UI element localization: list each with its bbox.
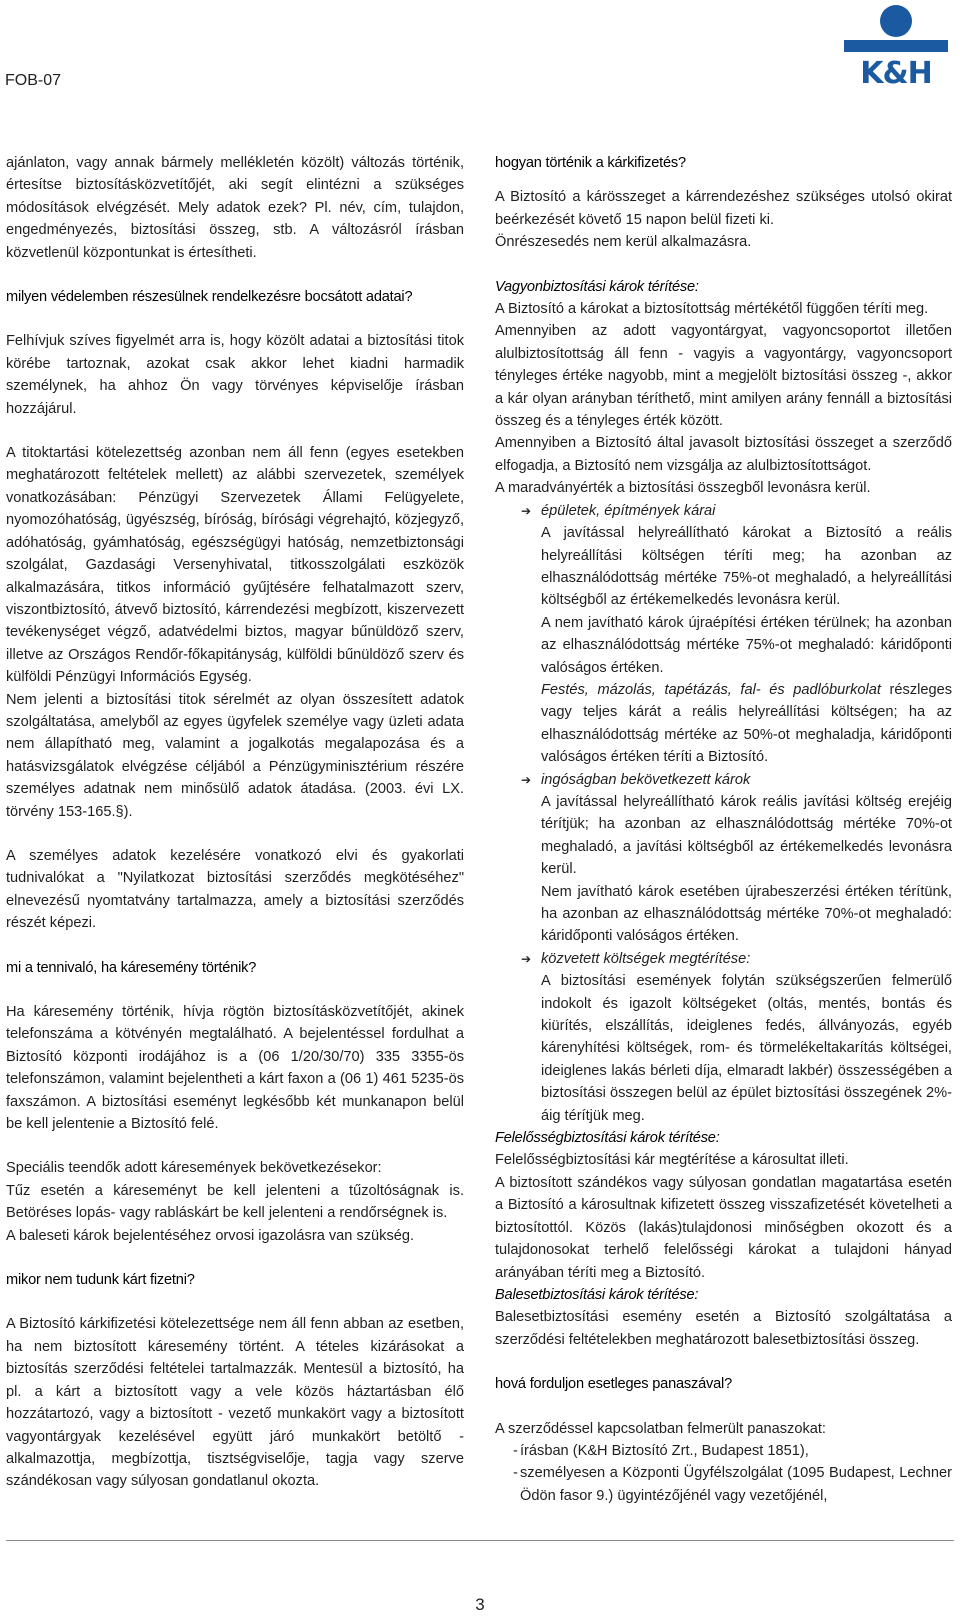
bullet-body <box>495 970 952 1127</box>
list-item: - írásban (K&H Biztosító Zrt., Budapest 1851), <box>513 1442 809 1459</box>
section-heading-data-protection: milyen védelemben részesülnek rendelkezésre bocsátott adatai? <box>6 289 413 306</box>
kh-logo-icon <box>844 4 948 56</box>
complaint-list <box>495 1440 952 1507</box>
kh-logo <box>844 4 948 91</box>
right-column <box>495 152 952 1507</box>
section-heading-complaints: hová forduljon esetleges panaszával? <box>495 1376 733 1393</box>
bullet-title: ingóságban bekövetkezett károk <box>541 771 751 788</box>
paragraph: Speciális teendők adott káresemények bekövetkezésekor: <box>6 1160 382 1177</box>
list-item: - személyesen a Központi Ügyfélszolgálat (1095 Budapest, Lechner Ödön fasor 9.) ügyintézőjénél vagy vezetőjénél, <box>513 1465 952 1504</box>
logo-text: K&H <box>860 56 932 91</box>
left-column <box>6 152 464 1493</box>
paragraph: Felelősségbiztosítási kár megtérítése a károsultat illeti. <box>495 1152 849 1169</box>
list-item-text: személyesen a Központi Ügyfélszolgálat (1095 Budapest, Lechner Ödön fasor 9.) ügyintézőjénél vagy vezetőjénél, <box>520 1465 952 1504</box>
arrow-bullet-icon: ➔ <box>521 951 532 966</box>
bullet-item <box>495 769 952 791</box>
paragraph: A Biztosító a károkat a biztosítottság mértékétől függően téríti meg. <box>495 301 929 318</box>
bullet-title: épületek, építmények kárai <box>541 502 716 519</box>
paragraph: ajánlaton, vagy annak bármely mellékletén közölt) változás történik, értesítse biztosításközvetítőjét, aki segít elintézni a szükséges módosítások elvégzését. Mely adatok ezek? Pl. név, cím, tulajdon, engedményezés, biztosítási összeg, stb. A változásról írásban közvetlenül központunkat is értesítheti. <box>6 155 464 261</box>
paragraph: A szerződéssel kapcsolatban felmerült panaszokat: <box>495 1420 826 1437</box>
paragraph: Önrészesedés nem kerül alkalmazásra. <box>495 234 752 251</box>
paragraph: Felhívjuk szíves figyelmét arra is, hogy közölt adatai a biztosítási titok körébe tartoznak, azokat csak akkor lehet kiadni harmadik személynek, ha ahhoz Ön vagy törvényes képviselője írásban hozzájárul. <box>6 333 464 417</box>
text-span: részleges vagy teljes kárát a reális helyreállítási költségen; ha az elhasználódottság mértéke az 50%-ot meghaladja, káridőponti valóságos értéken téríti a Biztosító. <box>541 681 953 766</box>
paragraph: Tűz esetén a káreseményt be kell jelenteni a tűzoltóságnak is. Betöréses lopás- vagy rabláskárt be kell jelenteni a rendőrségnek is. <box>6 1182 464 1222</box>
document-id: FOB-07 <box>5 72 62 89</box>
bullet-body <box>495 522 952 768</box>
section-heading-accident: Balesetbiztosítási károk térítése: <box>495 1286 699 1303</box>
paragraph: A titoktartási kötelezettség azonban nem áll fenn (egyes esetekben meghatározott feltételek mellett) az alábbi szervezetek, személyek vonatkozásában: Pénzügyi Szervezetek Állami Felügyelete, nyomozóhatóság, ügyészség, bíróság, bírósági végrehajtó, közjegyző, adóhatóság, gyámhatóság, egészségügyi hatóság, nemzetbiztonsági szolgálat, Gazdasági Versenyhivatal, titkosszolgálati eszközök alkalmazására, titkos információ gyűjtésére felhatalmazott szerv, viszontbiztosító, átvevő biztosító, kárrendezési megbízott, kiszervezett tevékenységet végző, adatvédelmi biztos, magyar bűnüldöző szerv, illetve az Országos Rendőr-főkapitányság, külföldi bűnüldöző szerv és külföldi Pénzügyi Információs Egység. <box>6 445 464 686</box>
bullet-title: közvetett költségek megtérítése: <box>541 950 751 967</box>
paragraph: A maradványérték a biztosítási összegből levonásra kerül. <box>495 480 871 497</box>
section-heading-liability: Felelősségbiztosítási károk térítése: <box>495 1130 720 1147</box>
paragraph: Nem jelenti a biztosítási titok sérelmét az olyan összesített adatok szolgáltatása, amelyből az egyes ügyfelek személye vagy üzleti adata nem állapítható meg, valamint a jogalkotás megalapozása és a hatásvizsgálatok elvégzése céljából a Pénzügyminisztérium részére személyes adatnak nem minősülő adatok átadása. (2003. évi LX. törvény 153-165.§). <box>6 691 464 820</box>
paragraph: Amennyiben a Biztosító által javasolt biztosítási összeget a szerződő elfogadja, a Biztosító nem vizsgálja az alulbiztosítottságot. <box>495 435 952 474</box>
list-item-text: írásban (K&H Biztosító Zrt., Budapest 1851), <box>520 1442 809 1459</box>
paragraph: A személyes adatok kezelésére vonatkozó elvi és gyakorlati tudnivalókat a "Nyilatkozat biztosítási szerződés megkötéséhez" elnevezésű nyomtatvány tartalmazza, amely a biztosítási szerződés részét képezi. <box>6 847 464 932</box>
footer-divider <box>6 1540 954 1541</box>
page-number: 3 <box>475 1595 485 1614</box>
section-heading-property: Vagyonbiztosítási károk térítése: <box>495 278 699 295</box>
paragraph: A javítással helyreállítható károk reális javítási költség erejéig térítjük; ha azonban az elhasználódottság mértéke 70%-ot meghaladó, a javítási költségből az értékemelkedés levonásra kerül. <box>541 793 952 878</box>
bullet-body <box>495 791 952 948</box>
paragraph: Ha káresemény történik, hívja rögtön biztosításközvetítőjét, akinek telefonszáma a kötvényén megtalálható. A bejelentéssel fordulhat a Biztosító központi irodájához is a (06 1/20/30/70) 335 3355-ös telefonszámon, valamint bejelentheti a kárt faxon a (06 1) 461 5235-ös faxszámon. A biztosítási eseményt legkésőbb két munkanapon belül be kell jelentenie a Biztosító felé. <box>6 1004 464 1133</box>
arrow-bullet-icon: ➔ <box>521 503 532 518</box>
italic-phrase: Festés, mázolás, tapétázás, fal- és padlóburkolat <box>541 681 881 698</box>
paragraph: A Biztosító kárkifizetési kötelezettsége nem áll fenn abban az esetben, ha nem biztosított káresemény történt. A tételes kizárásokat a biztosítás szerződési feltételei tartalmazzák. Mentesül a biztosító, ha pl. a kárt a biztosított vagy a vele közös háztartásban élő hozzátartozó, vagy a biztosított - vezető munkakört vagy a biztosított vagyontárgyak kezelésével együtt járó munkakört betöltő - alkalmazottja, megbízottja, tisztségviselője, tagja vagy szerve szándékosan vagy súlyosan gondatlanul okozta. <box>6 1316 464 1490</box>
bullet-item <box>495 500 952 522</box>
paragraph: A biztosítási események folytán szükségszerűen felmerülő indokolt és igazolt költségeket (oltás, mentés, bontás és kiürítés, elszállítás, ideiglenes fedés, állványozás, egyéb kárenyhítési költségek, rom- és törmelékeltakarítás költségei, ideiglenes lakás bérleti díja, elmaradt lakbér) összességében a biztosítási összegen belül az épület biztosítási összegének 2%-áig térítjük meg. <box>541 973 952 1124</box>
paragraph: Amennyiben az adott vagyontárgyat, vagyoncsoportot illetően alulbiztosítottság áll fenn - vagyis a vagyontárgy, vagyoncsoport tényleges értéke nagyobb, mint a megjelölt biztosítási összeg -, akkor a kár olyan arányban téríthető, mint amilyen arány fennáll a biztosítási összeg és a tényleges érték között. <box>495 323 952 430</box>
section-heading-no-payment: mikor nem tudunk kárt fizetni? <box>6 1272 195 1289</box>
section-heading-claim-event: mi a tennivaló, ha káresemény történik? <box>6 959 257 976</box>
paragraph: A biztosított szándékos vagy súlyosan gondatlan magatartása esetén a Biztosító a károsultnak kifizetett összeg visszafizetését követelheti a biztosítottól. Közös (lakás)tulajdonosi minőségben okozott és a tulajdonosokat terhelő felelősségi károkat a tulajdoni hányad arányában téríti meg a Biztosító. <box>495 1174 952 1281</box>
paragraph: Balesetbiztosítási esemény esetén a Biztosító szolgáltatása a szerződési feltételekben meghatározott balesetbiztosítási összeg. <box>495 1309 952 1348</box>
paragraph: A baleseti károk bejelentéséhez orvosi igazolásra van szükség. <box>6 1227 415 1244</box>
paragraph: A Biztosító a kárösszeget a kárrendezéshez szükséges utolsó okirat beérkezését követő 15 napon belül fizeti ki. <box>495 189 952 228</box>
paragraph: A javítással helyreállítható károkat a Biztosító a reális helyreállítási költségen téríti meg; ha azonban az elhasználódottság mértéke 75%-ot meghaladó, a helyreállítási költségből az értékemelkedés levonásra kerül. <box>541 525 952 609</box>
section-heading-payment: hogyan történik a kárkifizetés? <box>495 155 686 171</box>
paragraph: Nem javítható károk esetében újrabeszerzési értéken térítünk, ha azonban az elhasználódottság mértéke 70%-ot meghaladó: káridőponti valóságos értéken. <box>541 883 952 945</box>
arrow-bullet-icon: ➔ <box>521 772 532 787</box>
paragraph: A nem javítható károk újraépítési értéken térülnek; ha azonban az elhasználódottság mértéke 75%-ot meghaladó: káridőponti valóságos értéken. <box>541 614 952 676</box>
bullet-item <box>495 948 952 970</box>
paragraph <box>541 679 952 769</box>
